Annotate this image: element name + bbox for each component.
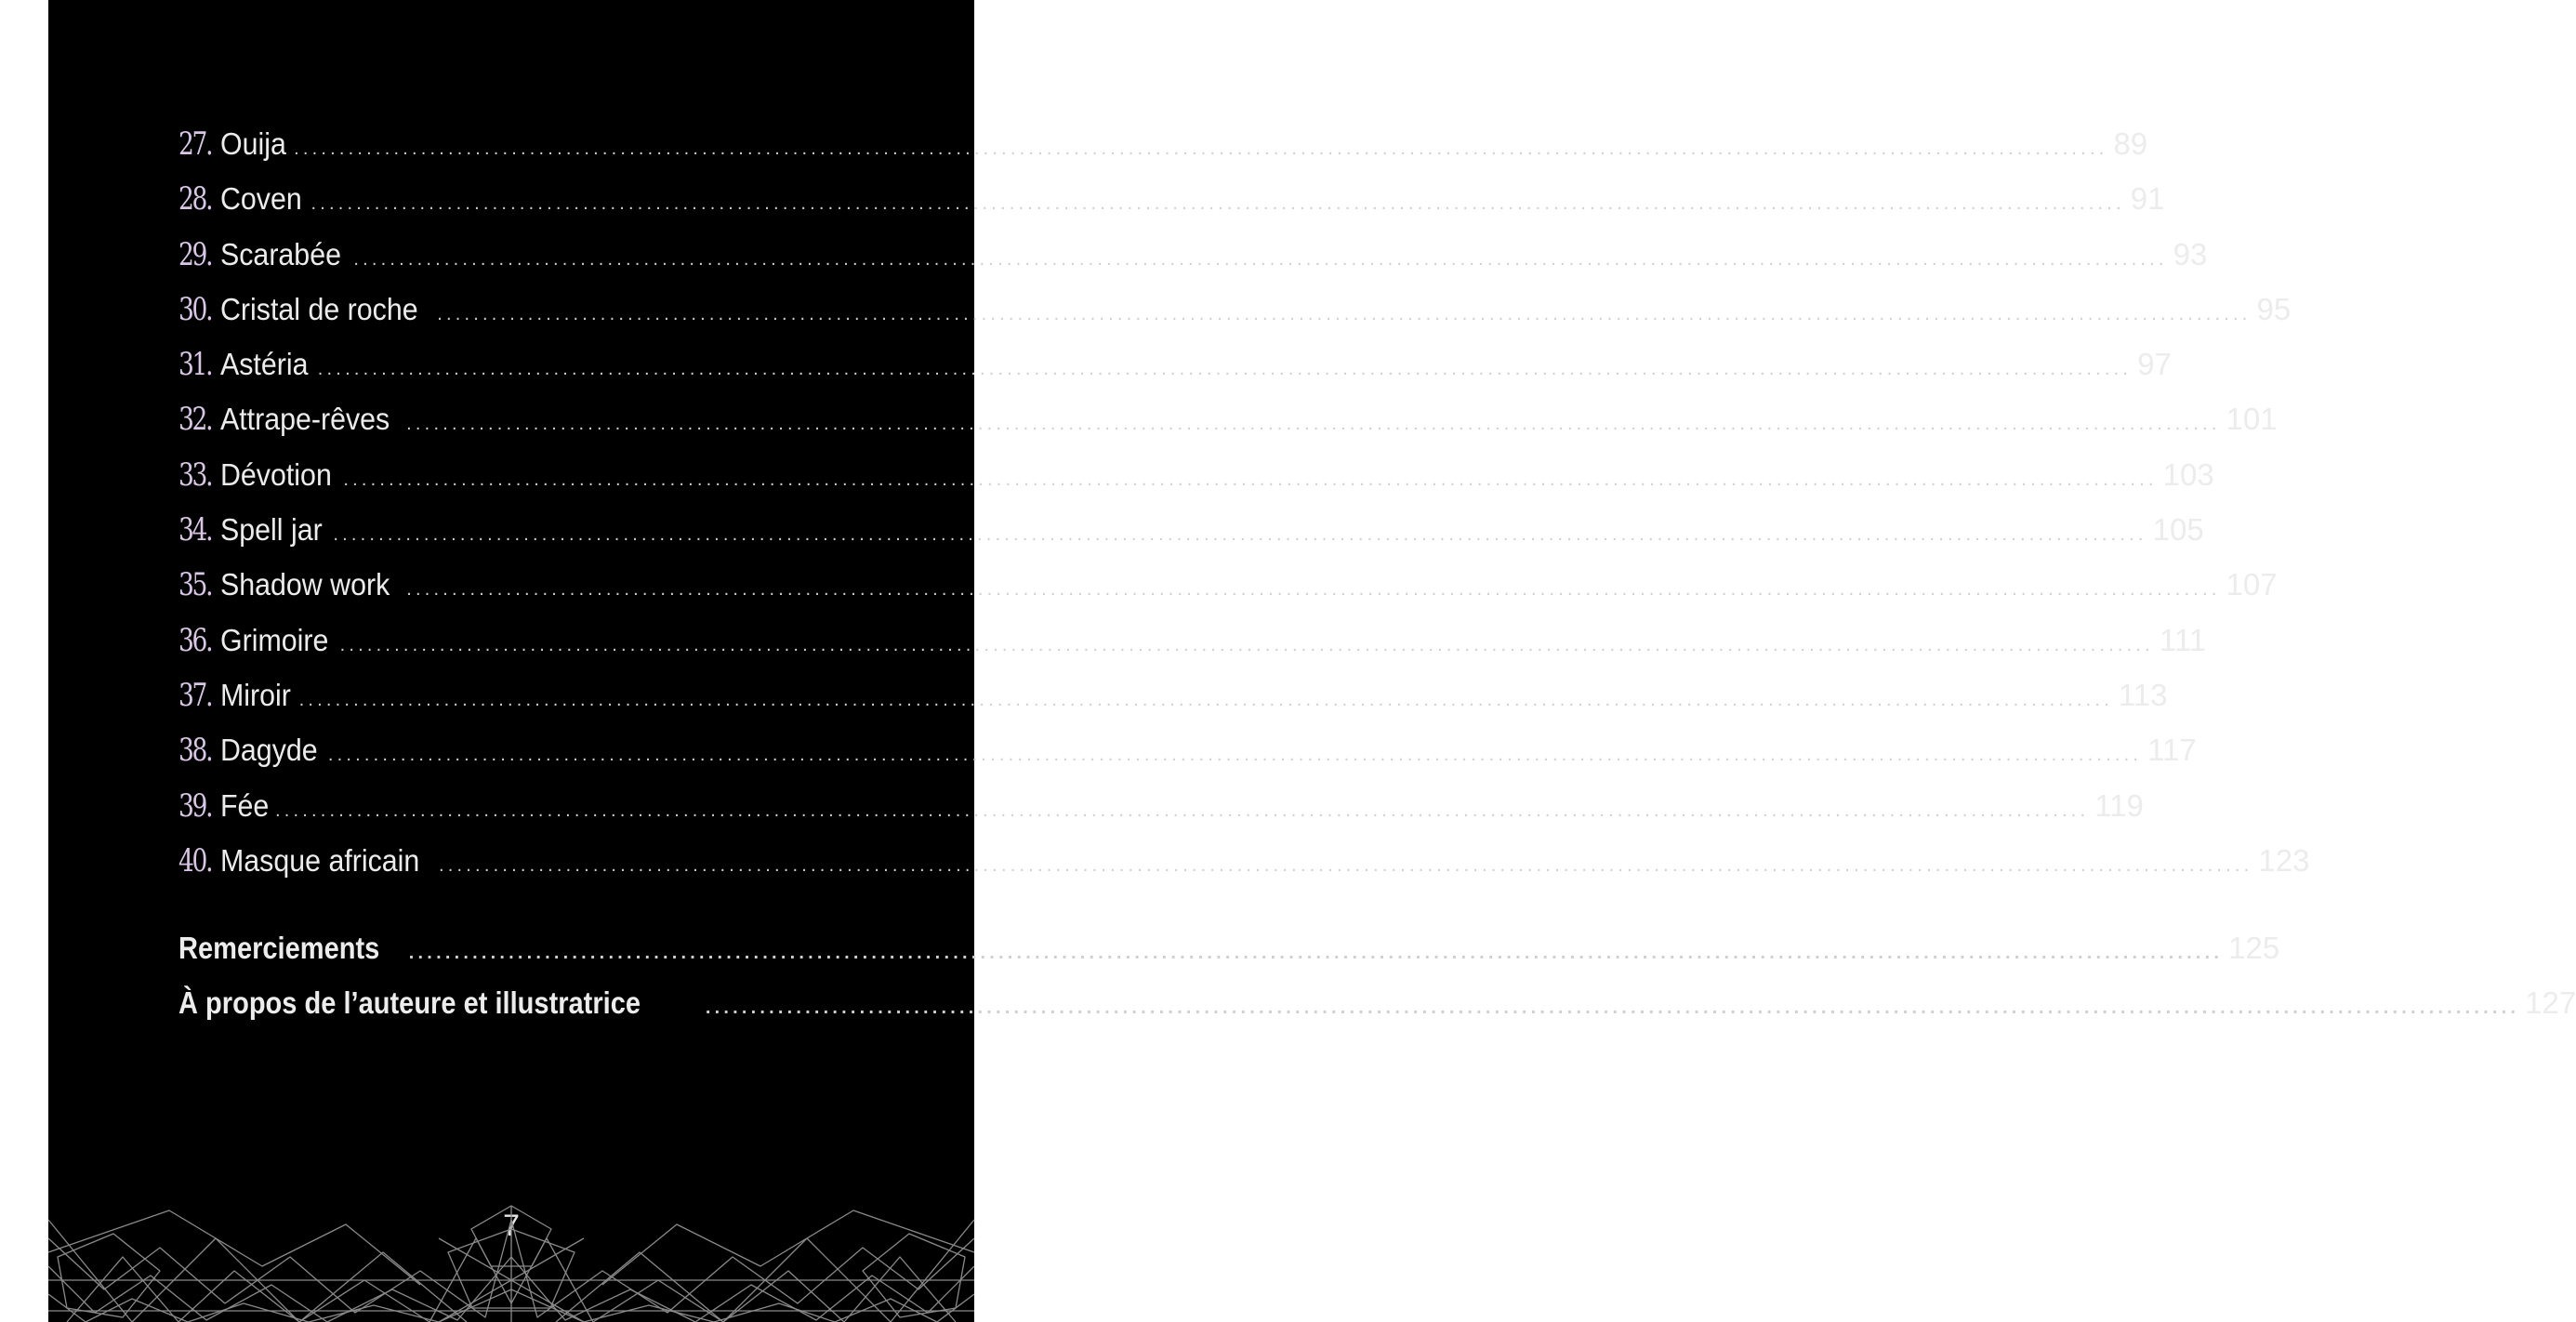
- dot-leader: ........................................................................................................................................................................................................: [333, 524, 2147, 546]
- dot-leader: ........................................................................................................................................................................................................: [327, 745, 2143, 766]
- chapter-number: 31.: [178, 346, 212, 384]
- toc-entry[interactable]: [178, 391, 2278, 446]
- toc-entry[interactable]: [178, 337, 2172, 391]
- toc-entry[interactable]: [178, 502, 2204, 557]
- toc-entry[interactable]: [178, 557, 2278, 612]
- section-title: À propos de l’auteure et illustratrice: [178, 985, 641, 1020]
- toc-entry[interactable]: [178, 171, 2165, 226]
- chapter-title: Masque africain: [220, 842, 420, 878]
- toc-entry[interactable]: [178, 833, 2310, 888]
- page-number: 119: [2094, 787, 2144, 823]
- chapter-title: Miroir: [220, 677, 291, 712]
- chapter-number: 37.: [178, 676, 212, 714]
- dot-leader: ........................................................................................................................................................................................................: [705, 998, 2520, 1018]
- toc-entry[interactable]: [178, 668, 2168, 722]
- page-folio: 7: [503, 1209, 520, 1242]
- chapter-number: 34.: [178, 511, 212, 549]
- page-number: 91: [2130, 181, 2165, 217]
- page-number: 113: [2118, 677, 2168, 712]
- page-number: 111: [2159, 622, 2207, 657]
- toc-entry[interactable]: [178, 447, 2214, 502]
- page-number: 117: [2147, 733, 2197, 768]
- chapter-title: Dévotion: [220, 456, 332, 492]
- page-number: 97: [2137, 347, 2172, 382]
- toc-entry[interactable]: [178, 722, 2197, 777]
- dot-leader: ........................................................................................................................................................................................................: [274, 800, 2090, 821]
- dot-leader: ........................................................................................................................................................................................................: [408, 943, 2224, 963]
- chapter-number: 38.: [178, 732, 212, 770]
- toc-entry-about-author[interactable]: [178, 975, 2576, 1030]
- dot-leader: ........................................................................................................................................................................................................: [406, 579, 2221, 601]
- page-number: 123: [2258, 842, 2310, 878]
- chapter-number: 29.: [178, 235, 212, 273]
- toc-entry[interactable]: [178, 778, 2144, 833]
- chapter-number: 40.: [178, 841, 212, 879]
- chapter-title: Cristal de roche: [220, 291, 418, 326]
- toc-entry[interactable]: [178, 282, 2292, 337]
- chapter-number: 35.: [178, 566, 212, 604]
- chapter-number: 39.: [178, 787, 212, 825]
- toc-entry[interactable]: [178, 227, 2208, 282]
- page-number: 93: [2173, 236, 2208, 271]
- page-number: 105: [2152, 512, 2204, 548]
- toc-entry[interactable]: [178, 613, 2207, 668]
- chapter-number: 36.: [178, 621, 212, 659]
- chapter-number: 30.: [178, 290, 212, 328]
- dot-leader: ........................................................................................................................................................................................................: [439, 854, 2253, 876]
- chapter-number: 28.: [178, 180, 212, 218]
- chapter-title: Grimoire: [220, 622, 329, 657]
- chapter-number: 27.: [178, 126, 212, 163]
- page-number: 101: [2226, 402, 2278, 437]
- page-number: 125: [2228, 931, 2280, 965]
- dot-leader: ........................................................................................................................................................................................................: [343, 469, 2158, 490]
- section-title: Remerciements: [178, 931, 380, 965]
- dot-leader: ........................................................................................................................................................................................................: [317, 359, 2133, 380]
- page-number: 95: [2256, 291, 2292, 326]
- chapter-title: Dagyde: [220, 733, 318, 768]
- dot-leader: ........................................................................................................................................................................................................: [294, 139, 2108, 159]
- geometric-web-ornament: [48, 1201, 974, 1322]
- book-page: [48, 0, 2576, 1322]
- dot-leader: ........................................................................................................................................................................................................: [437, 303, 2252, 324]
- dot-leader: ........................................................................................................................................................................................................: [298, 689, 2113, 710]
- chapter-number: 33.: [178, 456, 212, 494]
- table-of-contents: [178, 116, 2310, 888]
- toc-entry[interactable]: [178, 116, 2148, 171]
- page-number: 89: [2113, 126, 2148, 161]
- dot-leader: ........................................................................................................................................................................................................: [353, 248, 2168, 270]
- page-number: 127: [2525, 985, 2576, 1020]
- chapter-title: Spell jar: [220, 512, 323, 548]
- chapter-title: Coven: [220, 181, 302, 217]
- chapter-title: Astéria: [220, 347, 309, 382]
- page-number: 107: [2226, 567, 2278, 602]
- chapter-title: Fée: [220, 787, 270, 823]
- dot-leader: ........................................................................................................................................................................................................: [339, 634, 2154, 655]
- toc-entry-acknowledgements[interactable]: [178, 920, 2280, 975]
- chapter-title: Ouija: [220, 126, 286, 161]
- chapter-number: 32.: [178, 401, 212, 439]
- chapter-title: Attrape-rêves: [220, 402, 390, 437]
- page-number: 103: [2162, 456, 2214, 492]
- dot-leader: ........................................................................................................................................................................................................: [310, 193, 2125, 215]
- chapter-title: Scarabée: [220, 236, 342, 271]
- chapter-title: Shadow work: [220, 567, 390, 602]
- dot-leader: ........................................................................................................................................................................................................: [406, 414, 2221, 435]
- back-matter: [178, 920, 2576, 1030]
